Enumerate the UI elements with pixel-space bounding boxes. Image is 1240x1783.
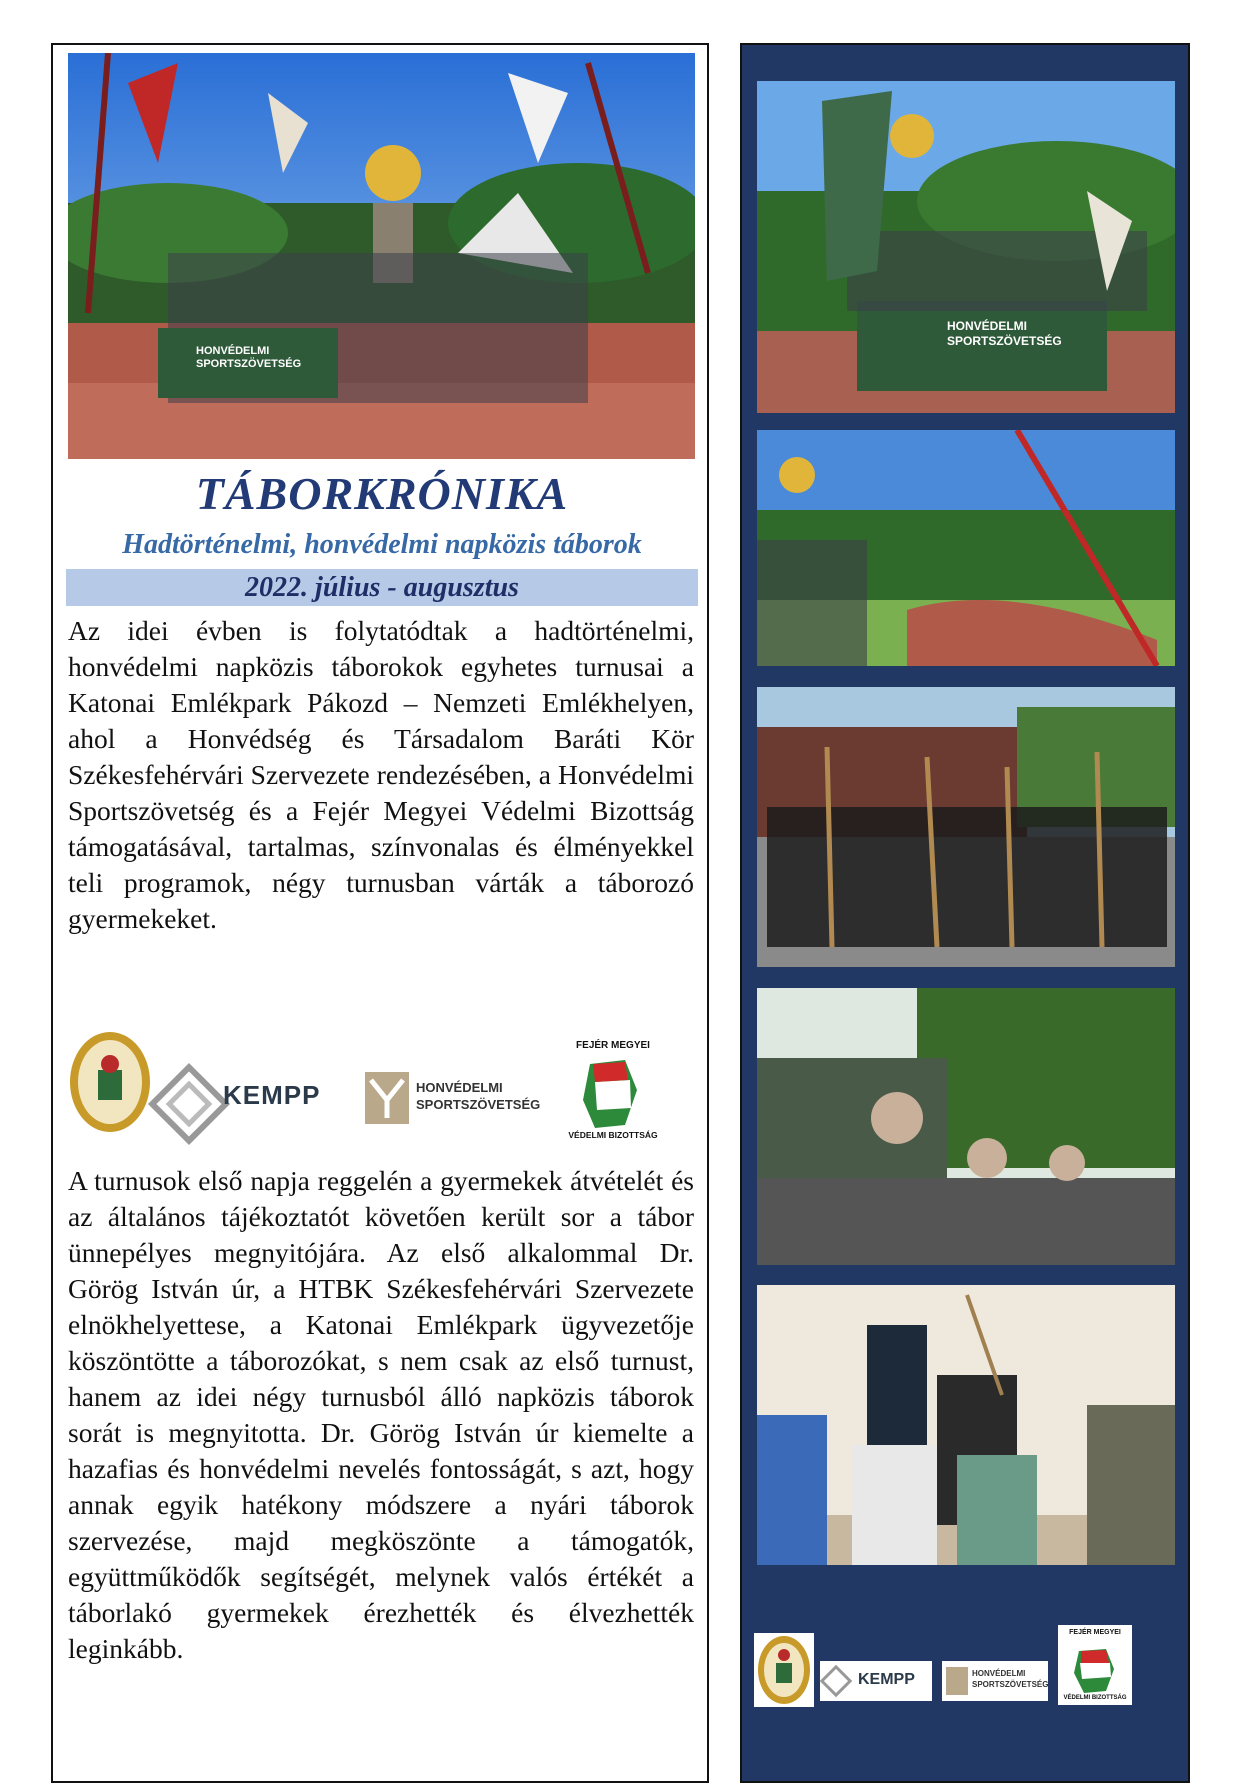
hsz-line-1: HONVÉDELMI (416, 1080, 503, 1095)
htbk-crest-icon (70, 1032, 150, 1132)
kempp-knot-icon (152, 1067, 226, 1141)
photo-group-banner (757, 81, 1175, 413)
banner-text (196, 345, 316, 371)
sidebar-hsz-line-1: HONVÉDELMI (972, 1669, 1026, 1678)
sponsor-logos (65, 1030, 695, 1145)
article-column (51, 43, 709, 1783)
sidebar-banner-line-2: SPORTSZÖVETSÉG (947, 334, 1062, 348)
paragraph-intro: Az idei évben is folytatódtak a hadtörténelmi, honvédelmi napközis táborokok egyhetes turnusai a Katonai Emlékpark Pákozd – Nemzeti Emlékhelyen, ahol a Honvédség és Társadalom Baráti Kör Székesfehérvári Szervezete rendezésében, a Honvédelmi Sportszövetség és a Fejér Megyei Védelmi Bizottság támogatásával, tartalmas, színvonalas és élményekkel teli programok, négy turnusban várták a táborozó gyermekeket. (68, 615, 694, 934)
sidebar-hsz-text (972, 1668, 1048, 1690)
article-title: TÁBORKRÓNIKA (195, 468, 569, 519)
hsz-line-2: SPORTSZÖVETSÉG (416, 1097, 541, 1112)
fejer-logo-top: FEJÉR MEGYEI (576, 1040, 650, 1051)
hero-photo-group-with-banner (68, 53, 695, 459)
photo-children-with-spears (757, 687, 1175, 967)
hsz-logo-icon (365, 1072, 409, 1124)
fejer-logo-bottom: VÉDELMI BIZOTTSÁG (568, 1130, 658, 1140)
paragraph-opening: A turnusok első napja reggelén a gyermekek átvételét és az általános tájékoztatót követően került sor a tábor ünnepélyes megnyitójára. Az első alkalommal Dr. Görög István úr, a HTBK Székesfehérvári Szervezete elnökhelyettese, a Katonai Emlékpark ügyvezetője köszöntötte a táborozókat, s nem csak az első turnust, hanem az idei négy turnusból álló napközis táborok sorát is megnyitotta. Dr. Görög István úr kiemelte a hazafias és honvédelmi nevelés fontosságát, s azt, hogy annak egyik hatékony módszere a nyári táborok szervezése, majd megköszönte a támogatók, együttműködők segítségét, melynek valós értékét a táborlakó gyermekek érezhették és élvezhették leginkább. (68, 1165, 694, 1664)
date-band: 2022. július - augusztus (66, 569, 698, 606)
sidebar-kempp-text: KEMPP (858, 1671, 915, 1688)
sidebar-banner-text (947, 319, 1087, 349)
sidebar-fejer-logo-icon (1058, 1625, 1132, 1705)
banner-line-1: HONVÉDELMI (196, 345, 270, 357)
fejer-map-icon (583, 1060, 637, 1128)
sidebar-banner-line-1: HONVÉDELMI (947, 319, 1028, 333)
banner-line-2: SPORTSZÖVETSÉG (196, 358, 302, 370)
sidebar-fejer-top: FEJÉR MEGYEI (1069, 1629, 1121, 1636)
sidebar-sponsor-logos (754, 1625, 1178, 1725)
sidebar-hsz-line-2: SPORTSZÖVETSÉG (972, 1680, 1049, 1689)
hsz-logo-text (416, 1079, 540, 1113)
photo-museum-visit (757, 1285, 1175, 1565)
photo-tank-and-stones (757, 988, 1175, 1265)
sidebar-fejer-bottom: VÉDELMI BIZOTTSÁG (1063, 1695, 1127, 1701)
sidebar-htbk-crest-icon (754, 1633, 814, 1707)
article-subtitle: Hadtörténelmi, honvédelmi napközis táborok (122, 529, 642, 560)
kempp-logo-text: KEMPP (223, 1080, 321, 1110)
photo-monument-gathering (757, 430, 1175, 666)
photo-sidebar (740, 43, 1190, 1783)
